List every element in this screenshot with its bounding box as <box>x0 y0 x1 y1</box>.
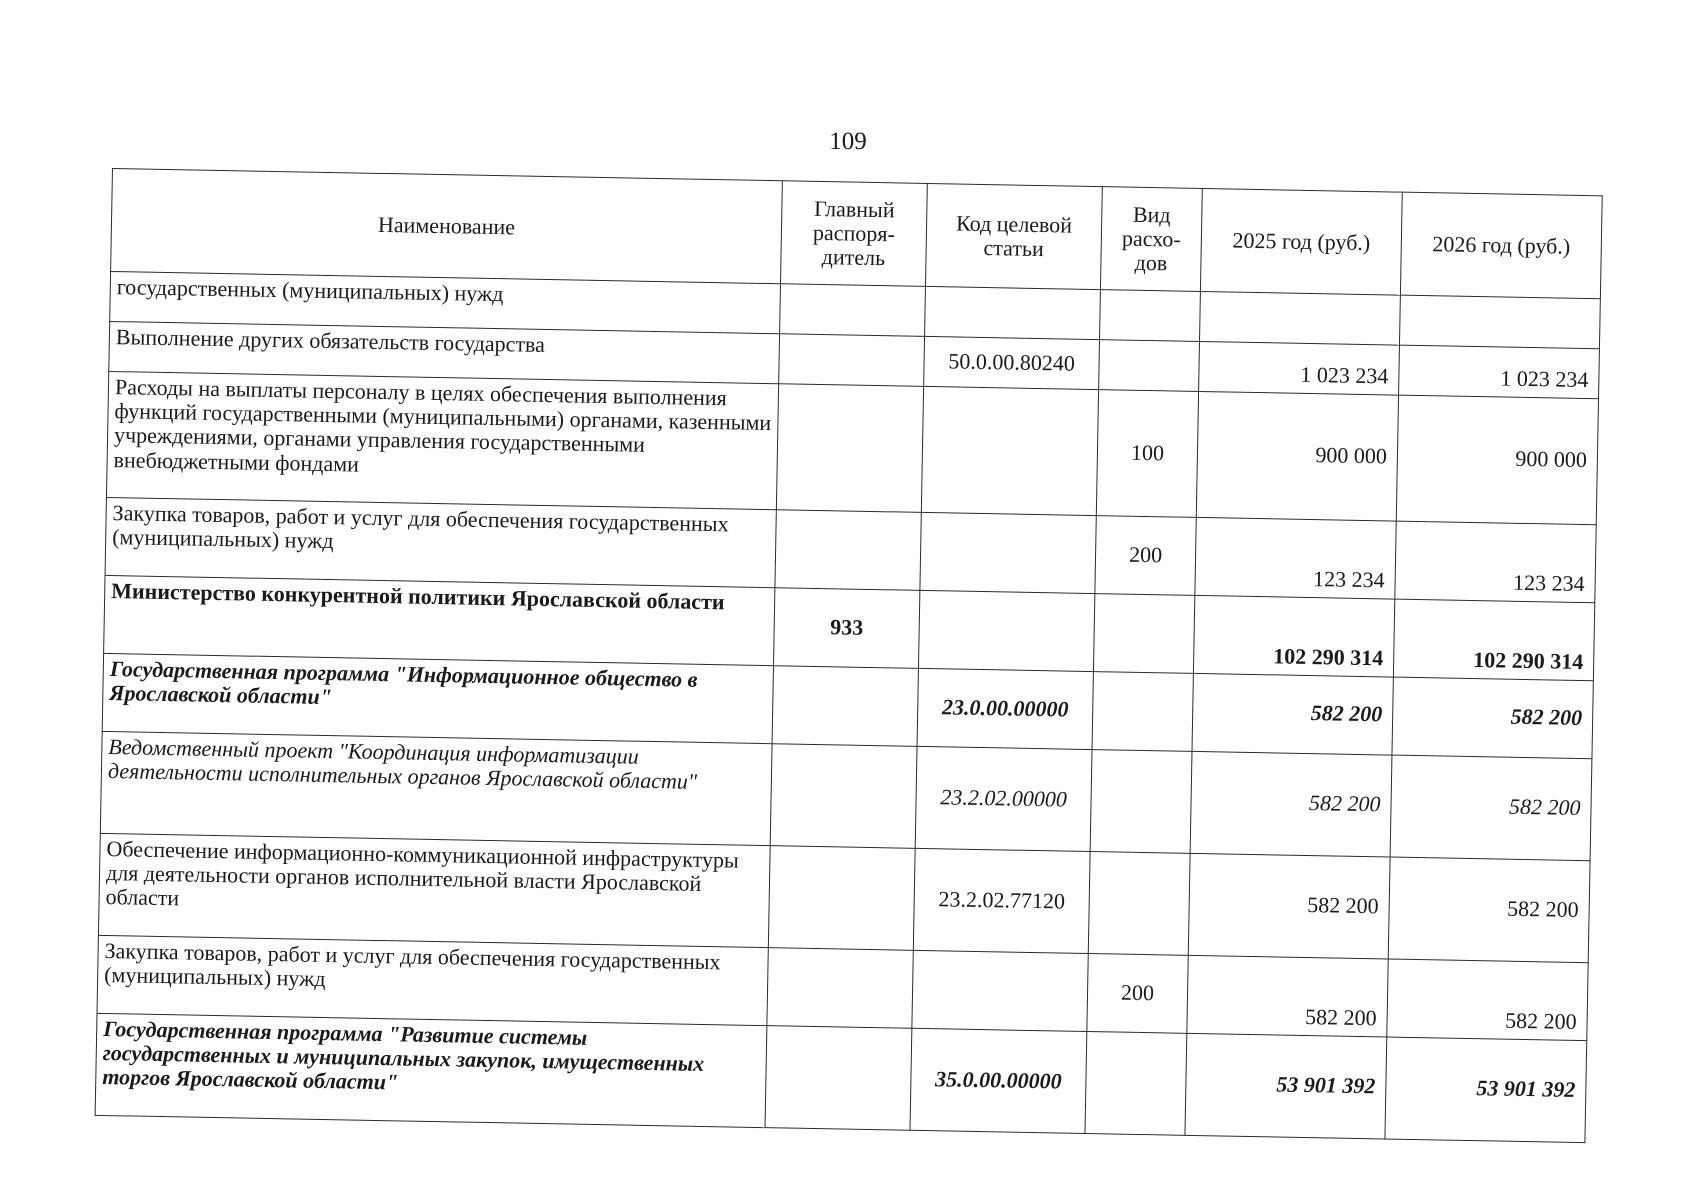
cell-expense-type <box>1100 290 1201 342</box>
cell-name: Расходы на выплаты персоналу в целях обеспечения выполнения функций государственными (муниципальными) органами, казенными учреждениями, органами управления государственными внебюджетными фондами <box>106 371 778 509</box>
cell-target-code <box>921 386 1098 515</box>
cell-2026: 1 023 234 <box>1399 345 1600 399</box>
cell-main-manager <box>770 744 917 849</box>
cell-target-code: 35.0.00.00000 <box>910 1028 1087 1133</box>
cell-expense-type <box>1099 340 1200 392</box>
scanned-table-region <box>95 168 1603 1143</box>
cell-name: Государственная программа "Информационное общество в Ярославской области" <box>102 653 773 743</box>
cell-2026: 582 200 <box>1392 677 1593 759</box>
cell-target-code <box>912 950 1088 1031</box>
cell-expense-type: 100 <box>1096 390 1198 518</box>
cell-2026: 582 200 <box>1388 857 1590 963</box>
cell-main-manager <box>765 1026 912 1131</box>
cell-2025: 900 000 <box>1196 391 1398 521</box>
cell-target-code <box>918 590 1094 671</box>
cell-target-code: 23.2.02.00000 <box>915 746 1092 851</box>
cell-target-code: 23.2.02.77120 <box>913 848 1090 953</box>
cell-expense-type: 200 <box>1095 516 1196 596</box>
header-year-2026: 2026 год (руб.) <box>1400 192 1602 299</box>
cell-main-manager <box>780 284 926 337</box>
header-target-code: Код целевой статьи <box>925 183 1102 289</box>
cell-expense-type: 200 <box>1087 954 1188 1034</box>
cell-expense-type <box>1090 750 1192 854</box>
cell-2025: 102 290 314 <box>1193 595 1394 677</box>
cell-name: Обеспечение информационно-коммуникационной инфраструктуры для деятельности органов исполнительной власти Ярославской области <box>98 833 770 947</box>
cell-name: Закупка товаров, работ и услуг для обеспечения государственных (муниципальных) нужд <box>97 935 768 1025</box>
cell-expense-type <box>1093 594 1194 674</box>
cell-name: Министерство конкурентной политики Ярославской области <box>104 575 775 665</box>
cell-target-code: 23.0.00.00000 <box>917 668 1093 749</box>
budget-table <box>95 168 1603 1143</box>
cell-2026: 582 200 <box>1390 755 1592 861</box>
cell-main-manager <box>772 666 918 747</box>
cell-main-manager <box>779 334 925 387</box>
cell-2026: 900 000 <box>1396 395 1598 525</box>
cell-2025: 582 200 <box>1190 751 1392 857</box>
cell-name: Закупка товаров, работ и услуг для обеспечения государственных (муниципальных) нужд <box>105 497 776 587</box>
cell-target-code <box>920 512 1096 593</box>
cell-2025: 582 200 <box>1192 673 1393 755</box>
cell-main-manager <box>768 846 915 951</box>
cell-expense-type <box>1085 1032 1187 1136</box>
cell-name: Государственная программа "Развитие системы государственных и муниципальных закупок, имущественных торгов Ярославской области" <box>95 1013 767 1127</box>
cell-2026: 53 901 392 <box>1385 1037 1587 1143</box>
cell-2025: 582 200 <box>1187 955 1388 1037</box>
cell-main-manager <box>776 384 923 513</box>
cell-2025: 582 200 <box>1188 853 1390 959</box>
cell-expense-type <box>1088 852 1190 956</box>
cell-2025: 1 023 234 <box>1199 341 1400 395</box>
header-year-2025: 2025 год (руб.) <box>1200 188 1402 295</box>
cell-2025: 123 234 <box>1195 517 1396 599</box>
cell-2025: 53 901 392 <box>1185 1033 1387 1139</box>
cell-2025 <box>1200 291 1401 345</box>
page-number: 109 <box>829 128 867 155</box>
cell-name: государственных (муниципальных) нужд <box>110 271 781 333</box>
cell-target-code <box>925 286 1101 339</box>
cell-name: Выполнение других обязательств государства <box>109 321 780 383</box>
cell-name: Ведомственный проект "Координация информатизации деятельности исполнительных органов Ярославской области" <box>100 731 772 845</box>
header-main-manager: Главный распоря-дитель <box>780 181 927 287</box>
cell-expense-type <box>1092 672 1193 752</box>
cell-2026: 582 200 <box>1387 959 1588 1041</box>
cell-main-manager: 933 <box>773 588 919 669</box>
header-expense-type: Вид расхо-дов <box>1100 187 1202 292</box>
cell-2026 <box>1399 295 1600 349</box>
cell-2026: 102 290 314 <box>1393 599 1594 681</box>
cell-main-manager <box>775 510 921 591</box>
header-name: Наименование <box>111 169 783 284</box>
cell-2026: 123 234 <box>1395 521 1596 603</box>
cell-main-manager <box>767 948 913 1029</box>
cell-target-code: 50.0.00.80240 <box>924 336 1100 389</box>
